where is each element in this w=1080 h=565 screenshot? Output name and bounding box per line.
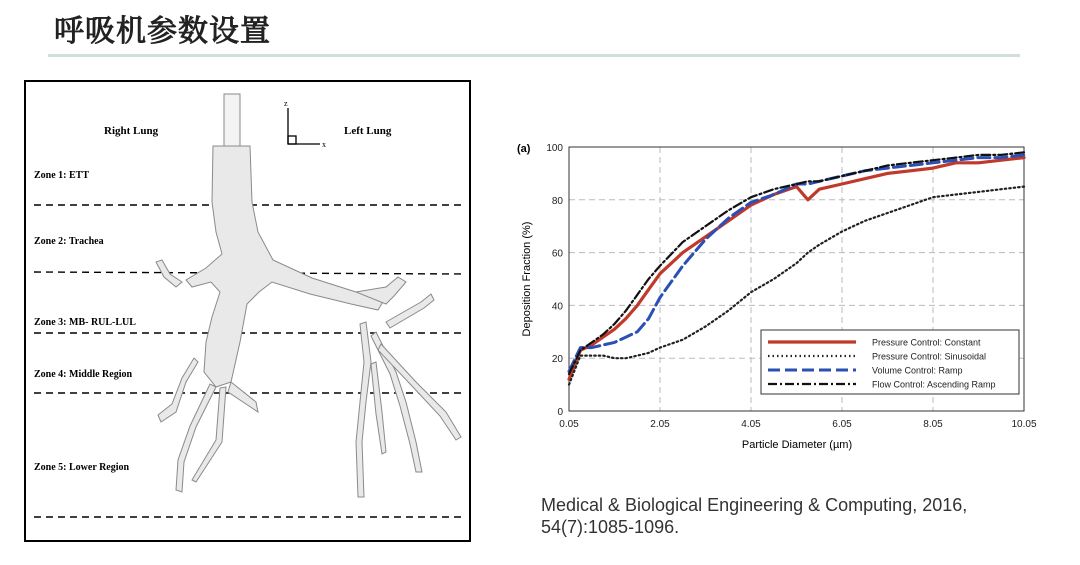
x-tick-label: 4.05 — [741, 419, 761, 430]
axes-indicator — [288, 108, 320, 144]
legend-entry: Volume Control: Ramp — [872, 365, 963, 376]
zone-4-label: Zone 4: Middle Region — [34, 369, 133, 380]
zone-2-label: Zone 2: Trachea — [34, 236, 104, 247]
legend-entry: Pressure Control: Constant — [872, 337, 981, 348]
panel-label: (a) — [517, 143, 531, 155]
citation-line-2: 54(7):1085-1096. — [541, 517, 680, 537]
left-lung-label: Left Lung — [344, 125, 392, 137]
y-axis-label: Deposition Fraction (%) — [521, 221, 533, 337]
zone-5-label: Zone 5: Lower Region — [34, 462, 130, 473]
y-tick-label: 80 — [551, 195, 563, 207]
x-tick-label: 6.05 — [832, 419, 852, 430]
airway-tree-shape — [156, 94, 461, 497]
x-tick-label: 8.05 — [923, 419, 943, 430]
y-tick-label: 100 — [546, 143, 563, 154]
legend-entry: Pressure Control: Sinusoidal — [872, 351, 987, 362]
lung-airway-drawing — [26, 82, 469, 540]
zone-3-label: Zone 3: MB- RUL-LUL — [34, 317, 136, 328]
x-tick-label: 0.05 — [559, 419, 579, 430]
deposition-chart-svg — [512, 130, 1052, 460]
title-divider — [48, 54, 1020, 57]
citation — [541, 494, 967, 538]
chart-legend — [761, 330, 1019, 394]
deposition-chart — [512, 130, 1052, 460]
zone-1-label: Zone 1: ETT — [34, 170, 90, 181]
y-tick-label: 40 — [551, 301, 563, 313]
legend-entry: Flow Control: Ascending Ramp — [872, 379, 996, 390]
x-tick-label: 2.05 — [650, 419, 670, 430]
right-lung-label: Right Lung — [104, 125, 159, 137]
axis-z-label: z — [284, 99, 288, 108]
y-tick-label: 20 — [551, 354, 563, 366]
x-axis-label: Particle Diameter (µm) — [741, 439, 853, 451]
citation-line-1: Medical & Biological Engineering & Computing, 2016, — [541, 495, 968, 515]
y-tick-label: 0 — [557, 407, 563, 418]
axis-x-label: x — [322, 140, 326, 149]
slide-title: 呼吸机参数设置 — [54, 14, 271, 49]
y-tick-label: 60 — [551, 248, 563, 260]
x-tick-label: 10.05 — [1011, 419, 1037, 430]
lung-airway-figure — [24, 80, 471, 542]
